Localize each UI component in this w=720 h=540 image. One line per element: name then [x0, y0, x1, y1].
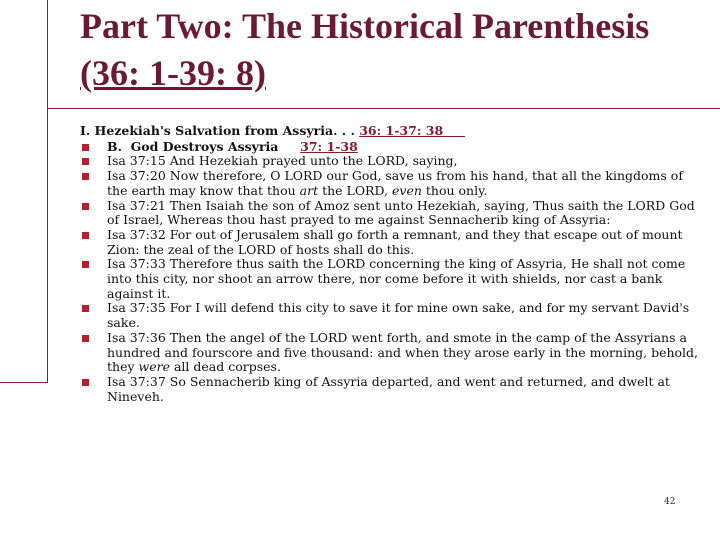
section-heading-text: I. Hezekiah's Salvation from Assyria. . . [80, 123, 360, 138]
slide-title-reference: (36: 1-39: 8) [80, 53, 266, 93]
title-divider-rule [47, 108, 720, 109]
verse-text: the LORD, [318, 182, 392, 198]
verse-text: Isa 37:15 And Hezekiah prayed unto the LORD, saying, [107, 153, 458, 169]
verse-text: Isa 37:37 So Sennacherib king of Assyria departed, and went and returned, and dwelt at Nineveh. [107, 373, 670, 404]
verse-item [80, 154, 700, 169]
subheading-item [80, 140, 700, 155]
subheading-reference: 37: 1-38 [300, 138, 358, 154]
bullet-icon [82, 144, 89, 151]
bullet-icon [82, 335, 89, 342]
slide-content [80, 124, 700, 404]
page-number: 42 [664, 497, 676, 507]
verse-text: Isa 37:36 Then the angel of the LORD went forth, and smote in the camp of the Assyrians a hundred and fourscore and five thousand: and when they arose early in the morning, behold, they [107, 329, 699, 375]
verse-italic-text: art [299, 182, 319, 198]
verse-item [80, 169, 700, 198]
verse-item [80, 375, 700, 404]
verse-text: Isa 37:20 Now therefore, O LORD our God, save us from his hand, that all the kingdoms of the earth may know that thou [107, 168, 683, 198]
verse-list [80, 154, 700, 404]
verse-item [80, 257, 700, 301]
verse-italic-text: even [392, 182, 422, 198]
verse-item [80, 228, 700, 257]
left-accent-rule [0, 382, 48, 383]
bullet-icon [82, 379, 89, 386]
verse-text: all dead corpses. [170, 359, 281, 375]
verse-text: Isa 37:32 For out of Jerusalem shall go forth a remnant, and they that escape out of mount Zion: the zeal of the LORD of hosts shall do this. [107, 226, 683, 257]
bullet-icon [82, 305, 89, 312]
bullet-icon [82, 261, 89, 268]
bullet-icon [82, 158, 89, 165]
slide-title [80, 3, 700, 97]
verse-text: thou only. [421, 182, 488, 198]
bullet-icon [82, 173, 89, 180]
verse-item [80, 301, 700, 330]
left-vertical-rule [47, 0, 48, 383]
verse-text: Isa 37:35 For I will defend this city to save it for mine own sake, and for my servant David's sake. [107, 300, 690, 331]
section-heading-reference: 36: 1-37: 38 [359, 123, 465, 138]
bullet-icon [82, 203, 89, 210]
verse-item [80, 331, 700, 375]
subheading-text: B. God Destroys Assyria [107, 138, 301, 154]
slide-title-main: Part Two: The Historical Parenthesis [80, 6, 650, 46]
verse-item [80, 199, 700, 228]
section-heading [80, 124, 700, 139]
bullet-icon [82, 232, 89, 239]
verse-text: Isa 37:33 Therefore thus saith the LORD concerning the king of Assyria, He shall not come into this city, nor shoot an arrow there, nor come before it with shields, nor cast a bank against it. [107, 256, 686, 301]
verse-text: Isa 37:21 Then Isaiah the son of Amoz sent unto Hezekiah, saying, Thus saith the LORD God of Israel, Whereas thou hast prayed to me against Sennacherib king of Assyria: [107, 197, 695, 228]
verse-italic-text: were [138, 359, 170, 375]
